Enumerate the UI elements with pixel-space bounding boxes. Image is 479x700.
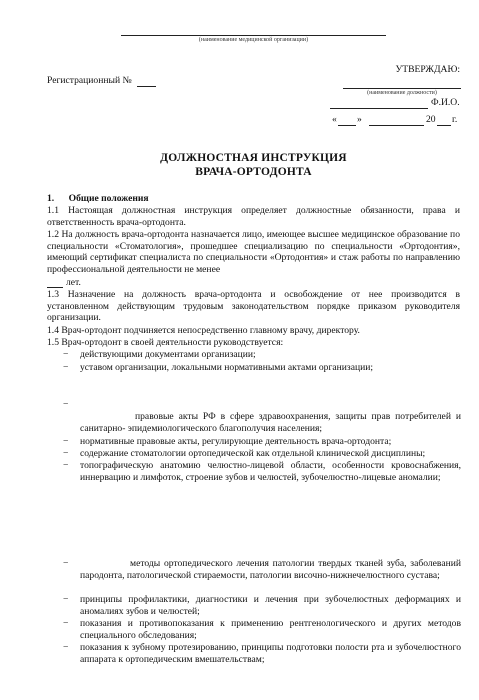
paragraph-1-2 [47,229,460,275]
list-item: действующими документами организации; [80,349,256,360]
signature-line [330,108,428,109]
list-bullet: − [63,618,69,629]
date-open-quote: « [332,114,337,125]
paragraph-1-2-text: 1.2 На должность врача-ортодонта назначается лицо, имеющее высшее медицинское образование по специальности «Стоматология», прошедшее специализацию по специальности «Ортодонтия», имеющий сертификат специалиста по специальности «Ортодонтия» и стаж работы по направлению профессиональной деятельности не менее [47,229,460,275]
section-number: 1. [47,193,55,204]
list-bullet: − [63,460,69,471]
position-line [343,88,461,89]
list-bullet: − [63,594,69,605]
fio-label: Ф.И.О. [431,97,460,108]
paragraph-1-1: 1.1 Настоящая должностная инструкция определяет должностные обязанности, права и ответственность врача-ортодонта. [47,205,460,228]
experience-years-line [47,287,63,288]
experience-years-suffix: лет. [66,277,81,288]
org-name-line [121,35,386,36]
paragraph-1-4: 1.4 Врач-ортодонт подчиняется непосредственно главному врачу, директору. [47,325,360,336]
list-bullet: − [63,558,69,569]
approval-date [332,114,462,126]
list-bullet: − [63,399,69,410]
date-year-prefix: 20 [426,114,436,125]
list-item: показания к зубному протезированию, принципы подготовки полости рта и зубочелюстного аппарата к ортопедическим вмешательствам; [80,642,461,665]
paragraph-1-3: 1.3 Назначение на должность врача-ортодонта и освобождение от нее производится в установленном действующим трудовым законодательством порядке приказом руководителя организации. [47,289,460,324]
registration-number-line [137,86,156,87]
list-bullet: − [63,448,69,459]
list-bullet: − [63,349,69,360]
list-item: топографическую анатомию челюстно-лицевой области, особенности кровоснабжения, иннервацию и лимфоток, строение зубов и челюстей, зубочелюстно-лицевые аномалии; [80,460,461,483]
org-name-caption: (наименование медицинской организации) [198,37,309,43]
list-item: содержание стоматологии ортопедической как отдельной клинической дисциплины; [80,448,426,459]
date-month-line [369,125,424,126]
registration-label [47,75,177,87]
position-caption: (наименование должности) [367,90,437,96]
registration-label-text: Регистрационный № [47,75,132,86]
list-item [80,411,461,434]
date-year-line [437,125,451,126]
list-bullet: − [63,362,69,373]
section-heading [47,193,460,205]
paragraph-1-5: 1.5 Врач-ортодонт в своей деятельности руководствуется: [47,337,284,348]
list-item: показания и противопоказания к применению рентгенологического и других методов специального обследования; [80,618,461,641]
list-bullet: − [63,436,69,447]
list-item: нормативные правовые акты, регулирующие деятельность врача-ортодонта; [80,436,392,447]
list-item-text: правовые акты РФ в сфере здравоохранения, защиты прав потребителей и санитарно- эпидемиологического благополучия населения; [80,411,461,434]
date-close-quote: » [357,114,362,125]
date-year-suffix: г. [452,114,458,125]
list-item: принципы профилактики, диагностики и лечения при зубочелюстных деформациях и аномалиях зубов и челюстей; [80,594,461,617]
document-title-line2: ВРАЧА-ОРТОДОНТА [195,166,312,178]
date-day-line [338,125,356,126]
list-item: уставом организации, локальными нормативными актами организации; [80,362,374,373]
list-item [80,558,461,581]
section-title: Общие положения [68,193,149,204]
document-title-line1: ДОЛЖНОСТНАЯ ИНСТРУКЦИЯ [160,152,347,164]
list-item-text: методы ортопедического лечения патологии твердых тканей зуба, заболеваний пародонта, патологической стираемости, патологии височно-нижнечелюстного сустава; [80,558,461,581]
approve-heading: УТВЕРЖДАЮ: [395,64,460,75]
list-bullet: − [63,642,69,653]
